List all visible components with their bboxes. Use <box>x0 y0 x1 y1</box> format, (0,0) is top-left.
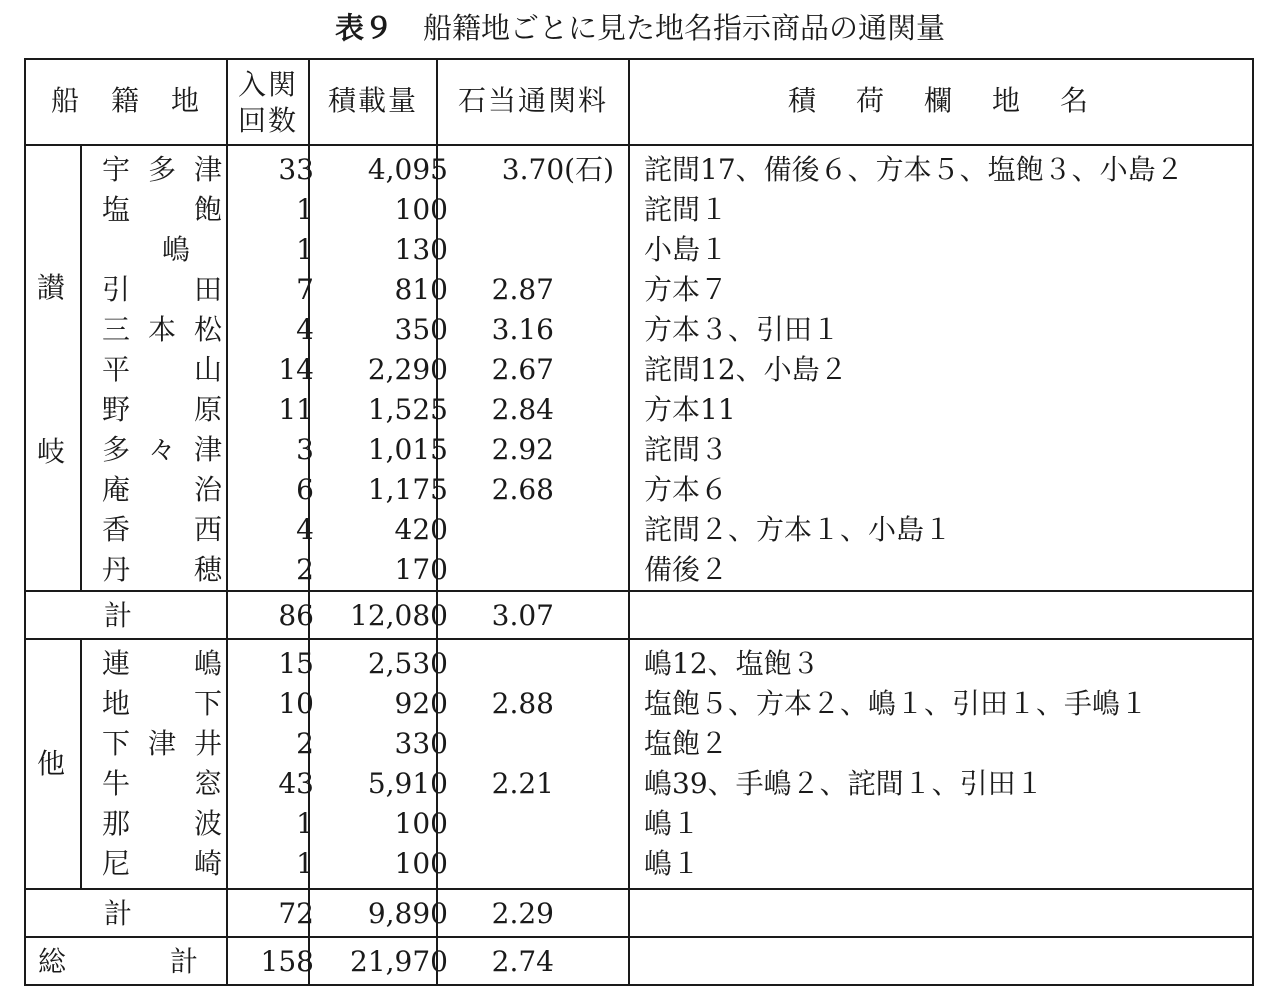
rule-bottom <box>24 984 1254 986</box>
rule-sanuki-subtotal <box>24 638 1254 640</box>
destination-list: 詫間１ <box>644 193 729 226</box>
destination-list: 詫間12、小島２ <box>644 353 848 386</box>
destination-list: 嶋１ <box>644 847 701 880</box>
destination-list: 嶋12、塩飽３ <box>644 647 820 680</box>
volume-value: 1,015 <box>367 433 448 466</box>
fee-value <box>438 844 554 884</box>
entry-count: 15 <box>278 647 314 680</box>
origin-name: 下津井 <box>102 727 222 760</box>
entry-count: 33 <box>278 153 314 186</box>
header-volume: 積載量 <box>327 84 418 117</box>
subtotal-row-sanuki <box>24 596 1254 636</box>
entry-count: 43 <box>278 767 314 800</box>
fee-value: 2.68 <box>491 473 554 506</box>
subtotal-fee: 3.07 <box>491 599 554 632</box>
origin-name: 三本松 <box>102 313 222 346</box>
group-sanuki-label-2: 岐 <box>36 435 65 468</box>
table-row <box>24 270 1254 310</box>
destination-list: 塩飽２ <box>644 727 729 760</box>
entry-count: 1 <box>296 233 314 266</box>
volume-value: 5,910 <box>367 767 448 800</box>
table-row <box>24 684 1254 724</box>
table-row <box>24 390 1254 430</box>
total-fee: 2.74 <box>491 945 554 978</box>
rule-sanuki-end <box>24 590 1254 592</box>
destination-list: 詫間３ <box>644 433 729 466</box>
table-row <box>24 550 1254 590</box>
origin-name: 嶋 <box>133 233 190 266</box>
total-label-1: 総 <box>38 945 67 978</box>
origin-name: 那 波 <box>102 807 222 840</box>
fee-value <box>438 510 554 550</box>
volume-value: 330 <box>394 727 448 760</box>
entry-count: 3 <box>296 433 314 466</box>
fee-value: 2.88 <box>491 687 554 720</box>
table-number: 表９ <box>334 11 393 45</box>
origin-name: 多々津 <box>102 433 222 466</box>
volume-value: 1,525 <box>367 393 448 426</box>
entry-count: 10 <box>278 687 314 720</box>
origin-name: 庵 治 <box>102 473 222 506</box>
fee-value <box>438 644 554 684</box>
table-row <box>24 844 1254 884</box>
header-destinations: 積 荷 欄 地 名 <box>787 84 1094 117</box>
destination-list: 嶋１ <box>644 807 701 840</box>
table-title: 船籍地ごとに見た地名指示商品の通関量 <box>423 11 946 45</box>
origin-name: 連 嶋 <box>102 647 222 680</box>
fee-value: 2.87 <box>491 273 554 306</box>
destination-list: 方本11 <box>644 393 736 426</box>
fee-value: 2.21 <box>491 767 554 800</box>
volume-value: 100 <box>394 193 448 226</box>
origin-name: 丹 穂 <box>102 553 222 586</box>
destination-list: 方本７ <box>644 273 729 306</box>
entry-count: 14 <box>278 353 314 386</box>
total-count: 158 <box>260 945 314 978</box>
table-row <box>24 350 1254 390</box>
origin-name: 宇多津 <box>102 153 222 186</box>
subtotal-count: 86 <box>278 599 314 632</box>
table-row <box>24 804 1254 844</box>
volume-value: 2,290 <box>367 353 448 386</box>
volume-value: 810 <box>394 273 448 306</box>
volume-value: 100 <box>394 807 448 840</box>
fee-value: 3.70(石) <box>501 153 614 186</box>
entry-count: 1 <box>296 807 314 840</box>
destination-list: 詫間17、備後６、方本５、塩飽３、小島２ <box>644 153 1184 186</box>
origin-name: 尼 崎 <box>102 847 222 880</box>
volume-value: 170 <box>394 553 448 586</box>
table-row <box>24 510 1254 550</box>
destination-list: 塩飽５、方本２、嶋１、引田１、手嶋１ <box>644 687 1149 720</box>
subtotal-fee: 2.29 <box>491 897 554 930</box>
total-label-2: 計 <box>170 945 199 978</box>
table-row <box>24 724 1254 764</box>
subtotal-row-other <box>24 894 1254 934</box>
volume-value: 1,175 <box>367 473 448 506</box>
destination-list: 方本３、引田１ <box>644 313 841 346</box>
volume-value: 920 <box>394 687 448 720</box>
group-sanuki-label-1: 讃 <box>36 271 65 304</box>
destination-list: 備後２ <box>644 553 729 586</box>
rule-top <box>24 58 1254 60</box>
subtotal-volume: 9,890 <box>367 897 448 930</box>
total-volume: 21,970 <box>350 945 448 978</box>
entry-count: 2 <box>296 553 314 586</box>
entry-count: 1 <box>296 193 314 226</box>
subtotal-label: 計 <box>104 897 133 930</box>
volume-value: 350 <box>394 313 448 346</box>
volume-value: 4,095 <box>367 153 448 186</box>
rule-other-end <box>24 888 1254 890</box>
entry-count: 11 <box>278 393 314 426</box>
origin-name: 塩 飽 <box>102 193 222 226</box>
origin-name: 平 山 <box>102 353 222 386</box>
origin-name: 香 西 <box>102 513 222 546</box>
table-row <box>24 470 1254 510</box>
data-table <box>24 58 1254 988</box>
destination-list: 詫間２、方本１、小島１ <box>644 513 953 546</box>
entry-count: 4 <box>296 513 314 546</box>
table-caption <box>0 8 1280 48</box>
fee-value <box>438 804 554 844</box>
volume-value: 130 <box>394 233 448 266</box>
origin-name: 野 原 <box>102 393 222 426</box>
header-entries-1: 入関 <box>237 68 298 101</box>
origin-name: 地 下 <box>102 687 222 720</box>
destination-list: 小島１ <box>644 233 729 266</box>
table-row <box>24 430 1254 470</box>
fee-value: 3.16 <box>491 313 554 346</box>
table-row <box>24 230 1254 270</box>
subtotal-label: 計 <box>104 599 133 632</box>
destination-list: 嶋39、手嶋２、詫間１、引田１ <box>644 767 1044 800</box>
rule-header <box>24 144 1254 146</box>
table-row <box>24 764 1254 804</box>
subtotal-volume: 12,080 <box>350 599 448 632</box>
volume-value: 420 <box>394 513 448 546</box>
header-origin: 船 籍 地 <box>50 84 201 117</box>
table-row <box>24 150 1254 190</box>
fee-value: 2.84 <box>491 393 554 426</box>
entry-count: 1 <box>296 847 314 880</box>
header-fee: 石当通関料 <box>457 84 608 117</box>
rule-other-subtotal <box>24 936 1254 938</box>
fee-value: 2.92 <box>491 433 554 466</box>
group-other-label: 他 <box>36 747 65 780</box>
volume-value: 2,530 <box>367 647 448 680</box>
fee-value <box>438 724 554 764</box>
subtotal-count: 72 <box>278 897 314 930</box>
header-entries-2: 回数 <box>237 104 298 137</box>
table-row <box>24 310 1254 350</box>
entry-count: 7 <box>296 273 314 306</box>
fee-value: 2.67 <box>491 353 554 386</box>
destination-list: 方本６ <box>644 473 729 506</box>
fee-value <box>438 190 554 230</box>
table-row <box>24 190 1254 230</box>
origin-name: 引 田 <box>102 273 222 306</box>
grand-total-row <box>24 942 1254 982</box>
fee-value <box>438 230 554 270</box>
entry-count: 4 <box>296 313 314 346</box>
entry-count: 6 <box>296 473 314 506</box>
entry-count: 2 <box>296 727 314 760</box>
fee-value <box>438 550 554 590</box>
origin-name: 牛 窓 <box>102 767 222 800</box>
volume-value: 100 <box>394 847 448 880</box>
table-row <box>24 644 1254 684</box>
